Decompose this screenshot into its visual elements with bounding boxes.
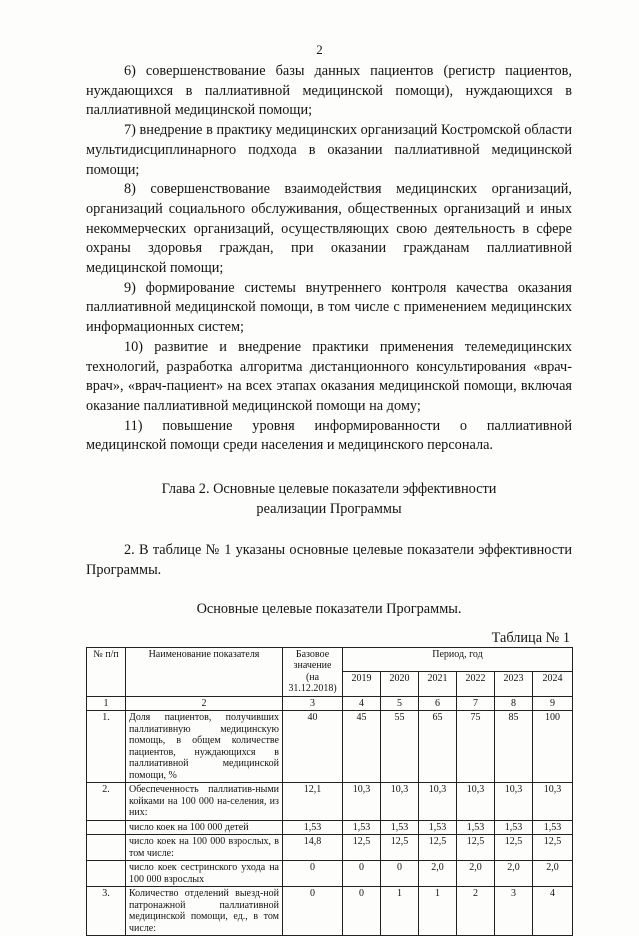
- indicators-table: [86, 647, 573, 936]
- year-value-cell: 2,0: [419, 861, 457, 887]
- row-number-cell: 2.: [87, 783, 126, 821]
- indicator-name-cell: Доля пациентов, получивших паллиативную медицинскую помощь, в общем количестве пациентов, нуждающихся в паллиативной медицинской помощи, %: [126, 711, 283, 783]
- base-value-cell: 12,1: [283, 783, 343, 821]
- column-number: 8: [495, 696, 533, 711]
- chapter-heading-line-2: реализации Программы: [256, 500, 402, 517]
- year-value-cell: 10,3: [533, 783, 573, 821]
- header-year: 2023: [495, 672, 533, 697]
- row-number-cell: 1.: [87, 711, 126, 783]
- header-num: № п/п: [87, 647, 126, 696]
- table-row: [87, 820, 573, 835]
- table-row: [87, 711, 573, 783]
- year-value-cell: 3: [495, 887, 533, 936]
- indicator-name-cell: число коек сестринского ухода на 100 000 взрослых: [126, 861, 283, 887]
- base-value-cell: 40: [283, 711, 343, 783]
- year-value-cell: 0: [343, 887, 381, 936]
- year-value-cell: 1: [419, 887, 457, 936]
- paragraph-item-10: 10) развитие и внедрение практики применения телемедицинских технологий, разработка алгоритма дистанционного консультирования «врач-врач», «врач-пациент» на всех этапах оказания медицинской помощи, включая оказание паллиативной медицинской помощи на дому;: [86, 338, 572, 414]
- year-value-cell: 12,5: [419, 835, 457, 861]
- base-value-cell: 0: [283, 861, 343, 887]
- header-period: Период, год: [343, 647, 573, 672]
- header-year: 2021: [419, 672, 457, 697]
- column-number: 2: [126, 696, 283, 711]
- year-value-cell: 12,5: [457, 835, 495, 861]
- chapter-heading: [86, 480, 572, 519]
- column-number-row: [87, 696, 573, 711]
- year-value-cell: 1,53: [533, 820, 573, 835]
- year-value-cell: 1,53: [343, 820, 381, 835]
- year-value-cell: 85: [495, 711, 533, 783]
- document-body: [86, 62, 572, 936]
- column-number: 1: [87, 696, 126, 711]
- column-number: 4: [343, 696, 381, 711]
- paragraph-item-11: 11) повышение уровня информированности о паллиативной медицинской помощи среди населения и медицинского персонала.: [86, 417, 572, 454]
- column-number: 7: [457, 696, 495, 711]
- table-number: Таблица № 1: [491, 629, 570, 646]
- row-number-cell: 3.: [87, 887, 126, 936]
- chapter-heading-line-1: Глава 2. Основные целевые показатели эффективности: [161, 481, 497, 498]
- year-value-cell: 2,0: [495, 861, 533, 887]
- year-value-cell: 10,3: [495, 783, 533, 821]
- year-value-cell: 12,5: [381, 835, 419, 861]
- row-number-cell: [87, 820, 126, 835]
- year-value-cell: 1,53: [495, 820, 533, 835]
- table-row: [87, 887, 573, 936]
- year-value-cell: 2: [457, 887, 495, 936]
- table-row: [87, 861, 573, 887]
- year-value-cell: 12,5: [343, 835, 381, 861]
- year-value-cell: 2,0: [533, 861, 573, 887]
- column-number: 6: [419, 696, 457, 711]
- paragraph-item-8: 8) совершенствование взаимодействия медицинских организаций, организаций социального обслуживания, общественных организаций и иных некоммерческих организаций, осуществляющих свою деятельность в сфере охраны здоровья граждан, при оказании гражданам паллиативной медицинской помощи;: [86, 181, 572, 277]
- table-caption: Основные целевые показатели Программы.: [196, 600, 462, 617]
- year-value-cell: 1,53: [457, 820, 495, 835]
- header-year: 2020: [381, 672, 419, 697]
- table-row: [87, 783, 573, 821]
- year-value-cell: 0: [343, 861, 381, 887]
- year-value-cell: 45: [343, 711, 381, 783]
- column-number: 5: [381, 696, 419, 711]
- base-value-cell: 1,53: [283, 820, 343, 835]
- intro-paragraph: 2. В таблице № 1 указаны основные целевые показатели эффективности Программы.: [86, 542, 572, 579]
- year-value-cell: 10,3: [381, 783, 419, 821]
- year-value-cell: 65: [419, 711, 457, 783]
- year-value-cell: 12,5: [495, 835, 533, 861]
- paragraph-item-9: 9) формирование системы внутреннего контроля качества оказания паллиативной медицинской помощи, в том числе с применением медицинских информационных систем;: [86, 279, 572, 336]
- year-value-cell: 1,53: [419, 820, 457, 835]
- paragraph-item-7: 7) внедрение в практику медицинских организаций Костромской области мультидисциплинарного подхода в оказании паллиативной медицинской помощи;: [86, 122, 572, 178]
- year-value-cell: 10,3: [457, 783, 495, 821]
- year-value-cell: 10,3: [343, 783, 381, 821]
- year-value-cell: 10,3: [419, 783, 457, 821]
- table-row: [87, 835, 573, 861]
- header-year: 2022: [457, 672, 495, 697]
- column-number: 9: [533, 696, 573, 711]
- page-number: 2: [316, 42, 323, 57]
- header-year: 2024: [533, 672, 573, 697]
- column-number: 3: [283, 696, 343, 711]
- year-value-cell: 2,0: [457, 861, 495, 887]
- paragraph-item-6: 6) совершенствование базы данных пациентов (регистр пациентов, нуждающихся в паллиативной медицинской помощи), нуждающихся в паллиативной медицинской помощи;: [86, 63, 572, 119]
- indicator-name-cell: число коек на 100 000 взрослых, в том числе:: [126, 835, 283, 861]
- indicator-name-cell: Обеспеченность паллиатив-ными койками на 100 000 на-селения, из них:: [126, 783, 283, 821]
- year-value-cell: 4: [533, 887, 573, 936]
- indicator-name-cell: Количество отделений выезд-ной патронажной паллиативной медицинской помощи, ед., в том числе:: [126, 887, 283, 936]
- header-year: 2019: [343, 672, 381, 697]
- year-value-cell: 55: [381, 711, 419, 783]
- header-name: Наименование показателя: [126, 647, 283, 696]
- base-value-cell: 0: [283, 887, 343, 936]
- year-value-cell: 75: [457, 711, 495, 783]
- year-value-cell: 0: [381, 861, 419, 887]
- year-value-cell: 1,53: [381, 820, 419, 835]
- row-number-cell: [87, 835, 126, 861]
- indicator-name-cell: число коек на 100 000 детей: [126, 820, 283, 835]
- base-value-cell: 14,8: [283, 835, 343, 861]
- year-value-cell: 100: [533, 711, 573, 783]
- year-value-cell: 1: [381, 887, 419, 936]
- year-value-cell: 12,5: [533, 835, 573, 861]
- header-base: Базовое значение (на 31.12.2018): [283, 647, 343, 696]
- row-number-cell: [87, 861, 126, 887]
